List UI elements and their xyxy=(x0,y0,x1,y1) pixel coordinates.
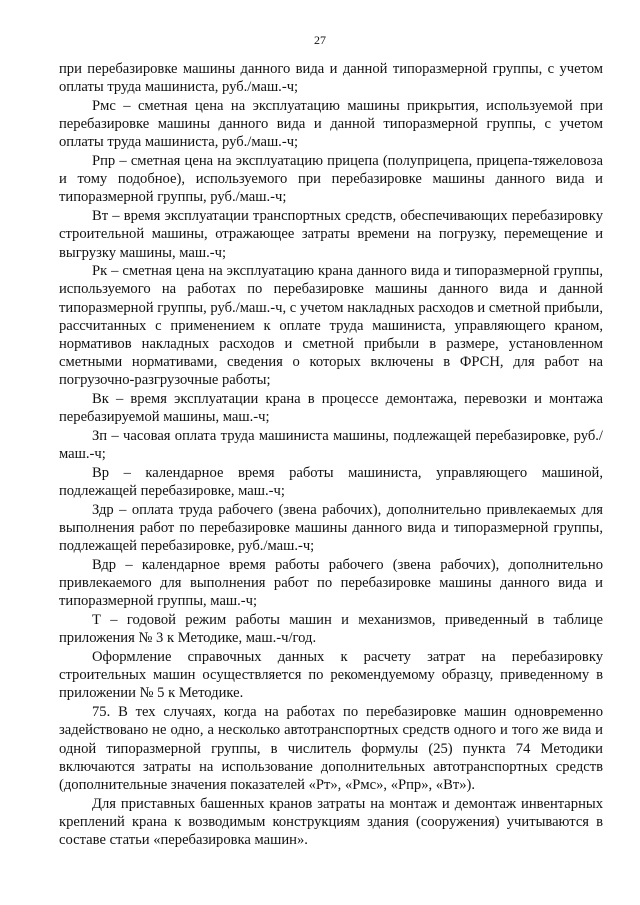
paragraph-14: Для приставных башенных кранов затраты на монтаж и демонтаж инвентарных креплений крана к возводимым конструкциям здания (сооружения) учитываются в составе статьи «перебазировка машин». xyxy=(59,795,603,849)
paragraph-2: Рмс – сметная цена на эксплуатацию машины прикрытия, используемой при перебазировке машины данного вида и данной типоразмерной группы, с учетом оплаты труда машиниста, руб./маш.-ч; xyxy=(59,97,603,151)
paragraph-8: Вр – календарное время работы машиниста, управляющего машиной, подлежащей перебазировке, маш.-ч; xyxy=(59,464,603,500)
paragraph-13: 75. В тех случаях, когда на работах по перебазировке машин одновременно задействовано не одно, а несколько автотранспортных средств одного и того же вида и одной типоразмерной группы, в числитель формулы (25) пункта 74 Методики включаются затраты на использование дополнительных автотранспортных средств (дополнительные значения показателей «Рт», «Рмс», «Рпр», «Вт»). xyxy=(59,704,603,793)
paragraph-7: Зп – часовая оплата труда машиниста машины, подлежащей перебазировке, руб./маш.-ч; xyxy=(59,428,603,463)
paragraph-5: Рк – сметная цена на эксплуатацию крана данного вида и типоразмерной группы, используемого на работах по перебазировке машины данного вида и данной типоразмерной группы, руб./маш.-ч, с учетом накладных расходов и сметной прибыли, рассчитанных с применением к оплате труда машиниста, управляющего краном, нормативов накладных расходов и сметной прибыли в размере, установленном сметными нормативами, сведения о которых включены в ФРСН, для работ на погрузочно-разгрузочные работы; xyxy=(59,263,603,389)
paragraph-3: Рпр – сметная цена на эксплуатацию прицепа (полуприцепа, прицепа-тяжеловоза и тому подобное), используемого при перебазировке машины данного вида и типоразмерной группы, руб./маш.-ч; xyxy=(59,153,603,206)
paragraph-6: Вк – время эксплуатации крана в процессе демонтажа, перевозки и монтажа перебазируемой машины, маш.-ч; xyxy=(59,391,603,426)
paragraph-9: Здр – оплата труда рабочего (звена рабочих), дополнительно привлекаемых для выполнения работ по перебазировке машины данного вида и типоразмерной группы, подлежащей перебазировке, руб./маш.-ч; xyxy=(59,501,603,555)
document-body xyxy=(59,60,603,850)
paragraph-1: при перебазировке машины данного вида и данной типоразмерной группы, с учетом оплаты труда машиниста, руб./маш.-ч; xyxy=(59,61,603,96)
paragraph-11: Т – годовой режим работы машин и механизмов, приведенный в таблице приложения № 3 к Методике, маш.-ч/год. xyxy=(59,612,603,647)
paragraph-12: Оформление справочных данных к расчету затрат на перебазировку строительных машин осуществляется по рекомендуемому образцу, приведенному в приложении № 5 к Методике. xyxy=(59,649,603,702)
page-number: 27 xyxy=(314,33,326,47)
paragraph-10: Вдр – календарное время работы рабочего (звена рабочих), дополнительно привлекаемого для выполнения работ по перебазировке машины данного вида и типоразмерной группы, маш.-ч; xyxy=(59,556,603,610)
paragraph-4: Вт – время эксплуатации транспортных средств, обеспечивающих перебазировку строительной машины, отражающее затраты времени на погрузку, перемещение и выгрузку машины, маш.-ч; xyxy=(59,208,603,261)
